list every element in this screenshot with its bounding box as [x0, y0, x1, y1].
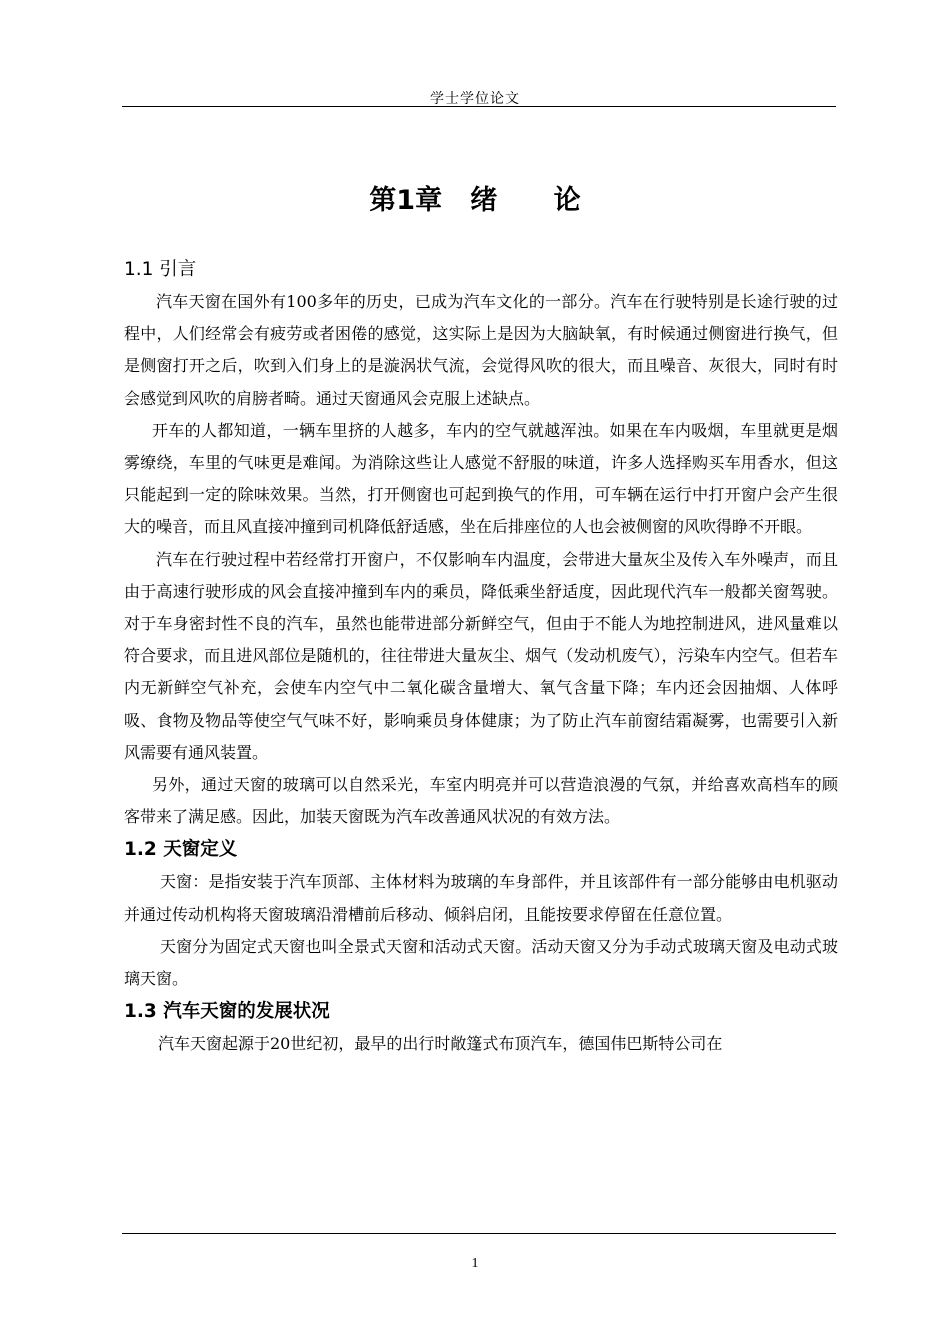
document-body	[124, 253, 838, 1060]
chapter-title: 第1章 绪 论	[369, 185, 581, 216]
paragraph: 另外，通过天窗的玻璃可以自然采光，车室内明亮并可以营造浪漫的气氛，并给喜欢高档车的顾客带来了满足感。因此，加装天窗既为汽车改善通风状况的有效方法。	[124, 775, 838, 827]
running-header: 学士学位论文	[430, 91, 520, 107]
section-heading-1-3: 1.3 汽车天窗的发展状况	[124, 1001, 330, 1023]
footer-rule	[122, 1233, 836, 1234]
paragraph: 开车的人都知道，一辆车里挤的人越多，车内的空气就越浑浊。如果在车内吸烟，车里就更是烟雾缭绕，车里的气味更是难闻。为消除这些让人感觉不舒服的味道，许多人选择购买车用香水，但这只能起到一定的除味效果。当然，打开侧窗也可起到换气的作用，可车辆在运行中打开窗户会产生很大的噪音，而且风直接冲撞到司机降低舒适感，坐在后排座位的人也会被侧窗的风吹得睁不开眼。	[124, 420, 838, 537]
paragraph: 汽车在行驶过程中若经常打开窗户，不仅影响车内温度，会带进大量灰尘及传入车外噪声，而且由于高速行驶形成的风会直接冲撞到车内的乘员，降低乘坐舒适度，因此现代汽车一般都关窗驾驶。对于车身密封性不良的汽车，虽然也能带进部分新鲜空气，但由于不能人为地控制进风，进风量难以符合要求，而且进风部位是随机的，往往带进大量灰尘、烟气（发动机废气），污染车内空气。但若车内无新鲜空气补充，会使车内空气中二氧化碳含量增大、氧气含量下降；车内还会因抽烟、人体呼吸、食物及物品等使空气气味不好，影响乘员身体健康；为了防止汽车前窗结霜凝雾，也需要引入新风需要有通风装置。	[124, 549, 838, 762]
paragraph: 天窗：是指安装于汽车顶部、主体材料为玻璃的车身部件，并且该部件有一部分能够由电机驱动并通过传动机构将天窗玻璃沿滑槽前后移动、倾斜启闭，且能按要求停留在任意位置。	[124, 872, 838, 924]
paragraph: 汽车天窗在国外有100多年的历史，已成为汽车文化的一部分。汽车在行驶特别是长途行驶的过程中，人们经常会有疲劳或者困倦的感觉，这实际上是因为大脑缺氧，有时候通过侧窗进行换气，但是侧窗打开之后，吹到入们身上的是漩涡状气流，会觉得风吹的很大，而且噪音、灰很大，同时有时会感觉到风吹的肩膀者畸。通过天窗通风会克服上述缺点。	[124, 292, 838, 408]
paragraph: 汽车天窗起源于20世纪初，最早的出行时敞篷式布顶汽车，德国伟巴斯特公司在	[158, 1034, 723, 1054]
page-number: 1	[471, 1256, 479, 1271]
paragraph: 天窗分为固定式天窗也叫全景式天窗和活动式天窗。活动天窗又分为手动式玻璃天窗及电动式玻璃天窗。	[124, 936, 838, 989]
section-heading-1-2: 1.2 天窗定义	[124, 839, 238, 861]
section-heading-1-1: 1.1 引言	[124, 259, 197, 280]
header-rule	[122, 106, 836, 107]
